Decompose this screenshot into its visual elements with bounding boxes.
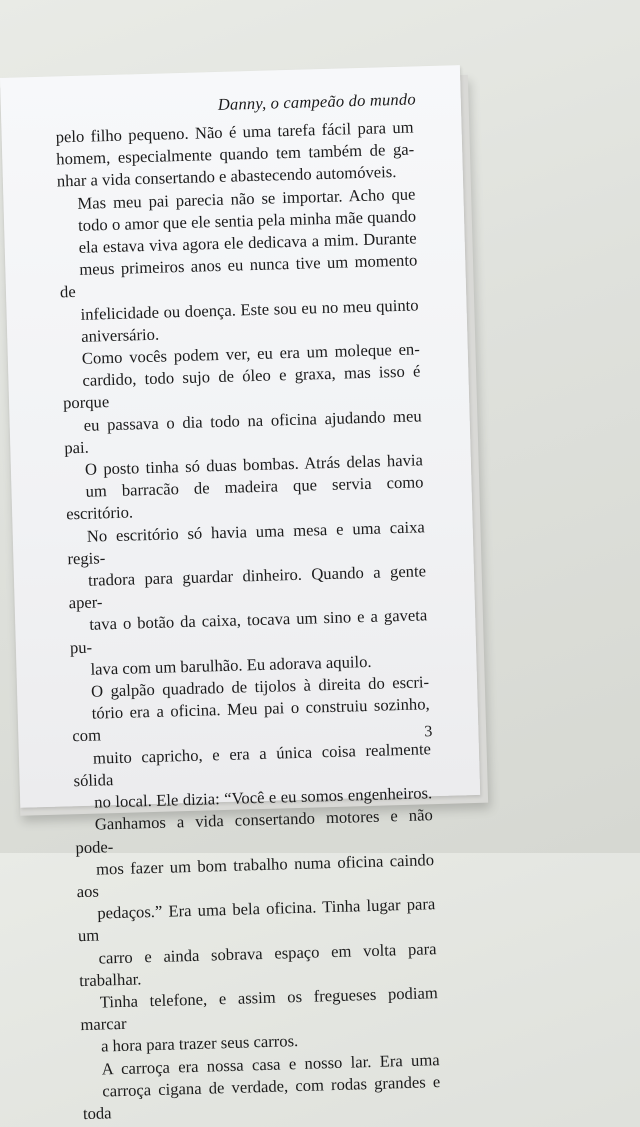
text-line: carroça cigana de verdade, com rodas grandes e toda: [82, 1071, 441, 1124]
text-line: meus primeiros anos eu nunca tive um momento de: [59, 250, 418, 302]
text-line: um barracão de madeira que servia como escritório.: [65, 472, 424, 524]
paragraph: [81, 1049, 441, 1126]
text-line: eu passava o dia todo na oficina ajudando meu pai.: [64, 406, 422, 458]
book-page: [0, 65, 480, 1124]
text-line: a hora para trazer seus carros.: [100, 1031, 299, 1056]
running-head: Danny, o campeão do mundo: [217, 89, 417, 114]
text-line: Ganhamos a vida consertando motores e não pode-: [75, 805, 434, 857]
paragraph: [71, 671, 439, 1058]
text-line: aniversário.: [80, 324, 160, 346]
text-line: carro e ainda sobrava espaço em volta para trabalhar.: [78, 938, 437, 990]
text-line: lava com um barulhão. Eu adorava aquilo.: [90, 651, 372, 679]
paragraph: [57, 183, 419, 348]
text-line: cardido, todo sujo de óleo e graxa, mas isso é porque: [62, 361, 421, 413]
text-line: tava o botão da caixa, tocava um sino e a gaveta pu-: [69, 605, 428, 657]
text-line: mos fazer um bom trabalho numa oficina caindo aos: [76, 849, 435, 902]
paragraph: [65, 449, 429, 681]
paragraph: [62, 338, 423, 459]
text-line: pedaços.” Era uma bela oficina. Tinha lugar para um: [77, 894, 436, 946]
text-line: Como vocês podem ver, eu era um moleque en-: [81, 339, 420, 368]
text-line: homem, especialmente quando tem também de ga-: [56, 139, 415, 169]
text-line: tradora para guardar dinheiro. Quando a gente aper-: [68, 561, 427, 613]
text-line: infelicidade ou doença. Este sou eu no meu quinto: [80, 295, 419, 324]
text-line: nhar a vida consertando e abastecendo automóveis.: [56, 162, 397, 191]
text-line: muito capricho, e era a única coisa realmente sólida: [73, 738, 432, 791]
paragraph: [55, 116, 415, 193]
page-number: 3: [424, 723, 433, 741]
text-line: Mas meu pai parecia não se importar. Acho que: [77, 184, 416, 213]
text-line: tório era a oficina. Meu pai o construiu sozinho, com: [72, 694, 430, 746]
text-line: todo o amor que ele sentia pela minha mãe quando: [77, 206, 417, 235]
text-line: O posto tinha só duas bombas. Atrás delas havia: [84, 450, 424, 479]
text-line: No escritório só havia uma mesa e uma caixa regis-: [67, 516, 425, 569]
text-line: pelo filho pequeno. Não é uma tarefa fácil para um: [55, 117, 414, 147]
body-text: [55, 116, 441, 1125]
text-line: Tinha telefone, e assim os fregueses podiam marcar: [80, 983, 438, 1035]
text-line: A carroça era nossa casa e nosso lar. Era uma: [101, 1049, 440, 1079]
text-line: ela estava viva agora ele dedicava a mim. Durante: [78, 228, 417, 257]
text-line: O galpão quadrado de tijolos à direita do escri-: [90, 672, 430, 701]
text-line: no local. Ele dizia: “Você e eu somos engenheiros.: [93, 783, 433, 812]
